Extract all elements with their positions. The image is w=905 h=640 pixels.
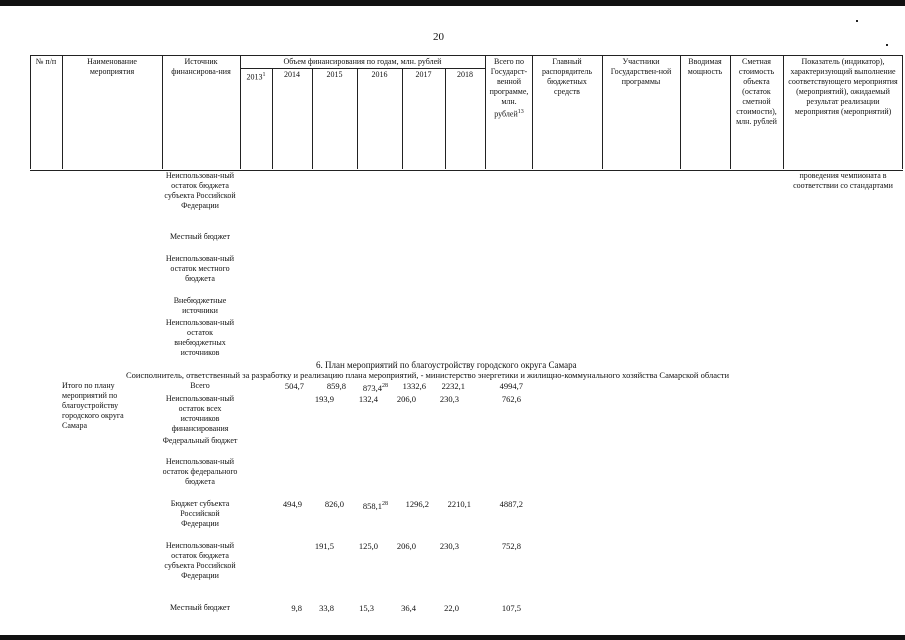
source-cell: Внебюджетные источники	[173, 296, 227, 315]
value-2014: 826,0	[324, 499, 344, 509]
value-2017: 230,3	[439, 394, 459, 404]
year-divider	[272, 68, 273, 169]
column-divider	[783, 55, 784, 169]
value-2013: 9,8	[291, 603, 302, 613]
value-2016: 1296,2	[405, 499, 429, 509]
source-cell: Бюджет субъекта Российской Федерации	[170, 499, 230, 528]
source-cell: Местный бюджет	[170, 232, 230, 241]
header-capacity: Вводимая мощность	[687, 57, 723, 76]
column-divider	[602, 55, 603, 169]
section-title: 6. План мероприятий по благоустройству городского округа Самара	[316, 360, 577, 370]
indicator-cell: проведения чемпионата в соответствии со стандартами	[793, 171, 893, 190]
value-total: 107,5	[501, 603, 521, 613]
header-estimate: Сметная стоимость объекта (остаток сметной стоимости), млн. рублей	[736, 57, 777, 126]
scan-speck	[886, 44, 888, 46]
value-total: 4887,2	[499, 499, 523, 509]
column-divider	[162, 55, 163, 169]
header-year-2016: 2016	[371, 70, 388, 79]
top-border	[0, 0, 905, 6]
value-text: 858,1	[362, 500, 382, 511]
value-2015: 132,4	[358, 394, 378, 404]
column-divider	[62, 55, 63, 169]
header-participants: Участники Государствен-ной программы	[610, 57, 672, 86]
value-2015: 125,0	[358, 541, 378, 551]
source-cell: Неиспользован-ный остаток местного бюджета	[165, 254, 235, 283]
value-2017: 22,0	[444, 603, 459, 613]
header-year-2018: 2018	[457, 70, 473, 79]
header-year-2015: 2015	[326, 70, 343, 79]
value-2017: 230,3	[439, 541, 459, 551]
value-2014: 859,8	[326, 381, 346, 391]
header-year-2013	[240, 70, 272, 83]
year-divider	[445, 68, 446, 169]
source-cell: Федеральный бюджет	[162, 436, 238, 445]
years-divider	[240, 68, 485, 69]
value-total: 762,6	[501, 394, 521, 404]
value-total: 752,8	[501, 541, 521, 551]
header-indicator: Показатель (индикатор), характеризующий выполнение соответствующего мероприятия (мероприятий), ожидаемый результат реализации мероприятия (мероприятий)	[788, 57, 898, 116]
header-manager: Главный распорядитель бюджетных средств	[541, 57, 593, 96]
scan-speck	[856, 20, 858, 22]
source-cell: Местный бюджет	[170, 603, 230, 612]
header-total	[487, 57, 531, 120]
source-cell: Неиспользован-ный остаток бюджета субъекта Российской Федерации	[164, 171, 236, 210]
column-divider	[532, 55, 533, 169]
column-divider	[485, 55, 486, 169]
section-subtitle: Соисполнитель, ответственный за разработку и реализацию плана мероприятий, - министерство энергетики и жилищно-коммунального хозяйства Самарской области	[126, 370, 730, 380]
value-2016: 206,0	[396, 394, 416, 404]
year-divider	[312, 68, 313, 169]
year-divider	[357, 68, 358, 169]
value-2017: 2210,1	[447, 499, 471, 509]
column-divider	[30, 55, 31, 169]
footnote-mark: 13	[517, 109, 524, 115]
header-number: № п/п	[35, 57, 57, 66]
value-2014: 193,9	[314, 394, 334, 404]
value-2014: 191,5	[314, 541, 334, 551]
bottom-border	[0, 635, 905, 640]
year-divider	[402, 68, 403, 169]
header-volume: Объем финансирования по годам, млн. рублей	[283, 57, 442, 66]
footnote-mark: 1	[262, 72, 266, 78]
source-cell: Всего	[190, 381, 210, 390]
item-name: Итого по плану мероприятий по благоустройству городского округа Самара	[62, 381, 124, 430]
value-total: 4994,7	[499, 381, 523, 391]
source-cell: Неиспользован-ный остаток всех источников финансирования	[165, 394, 235, 433]
value-2015	[338, 381, 388, 393]
header-source: Источник финансирова-ния	[171, 57, 231, 76]
header-year-2014: 2014	[284, 70, 300, 79]
value-text: 873,4	[362, 382, 382, 393]
value-2013: 504,7	[284, 381, 304, 391]
footnote-mark: 28	[382, 383, 388, 389]
column-divider	[902, 55, 903, 169]
footnote-mark: 28	[382, 501, 388, 507]
value-2017: 2232,1	[441, 381, 465, 391]
column-divider	[680, 55, 681, 169]
source-cell: Неиспользован-ный остаток внебюджетных источников	[165, 318, 235, 357]
source-cell: Неиспользован-ный остаток федерального бюджета	[162, 457, 238, 486]
header-name: Наименование мероприятия	[87, 57, 137, 76]
value-2013: 494,9	[282, 499, 302, 509]
page-number: 20	[433, 31, 444, 43]
year-label: 2013	[246, 72, 263, 82]
value-2014: 33,8	[319, 603, 334, 613]
value-2015: 15,3	[359, 603, 374, 613]
value-2016: 206,0	[396, 541, 416, 551]
header-year-2017: 2017	[415, 70, 432, 79]
value-2016: 1332,6	[402, 381, 426, 391]
source-cell: Неиспользован-ный остаток бюджета субъекта Российской Федерации	[164, 541, 236, 580]
value-2016: 36,4	[401, 603, 416, 613]
value-2015	[336, 499, 388, 511]
header-total-text: Всего по Государст-венной программе, млн. рублей	[489, 57, 529, 119]
